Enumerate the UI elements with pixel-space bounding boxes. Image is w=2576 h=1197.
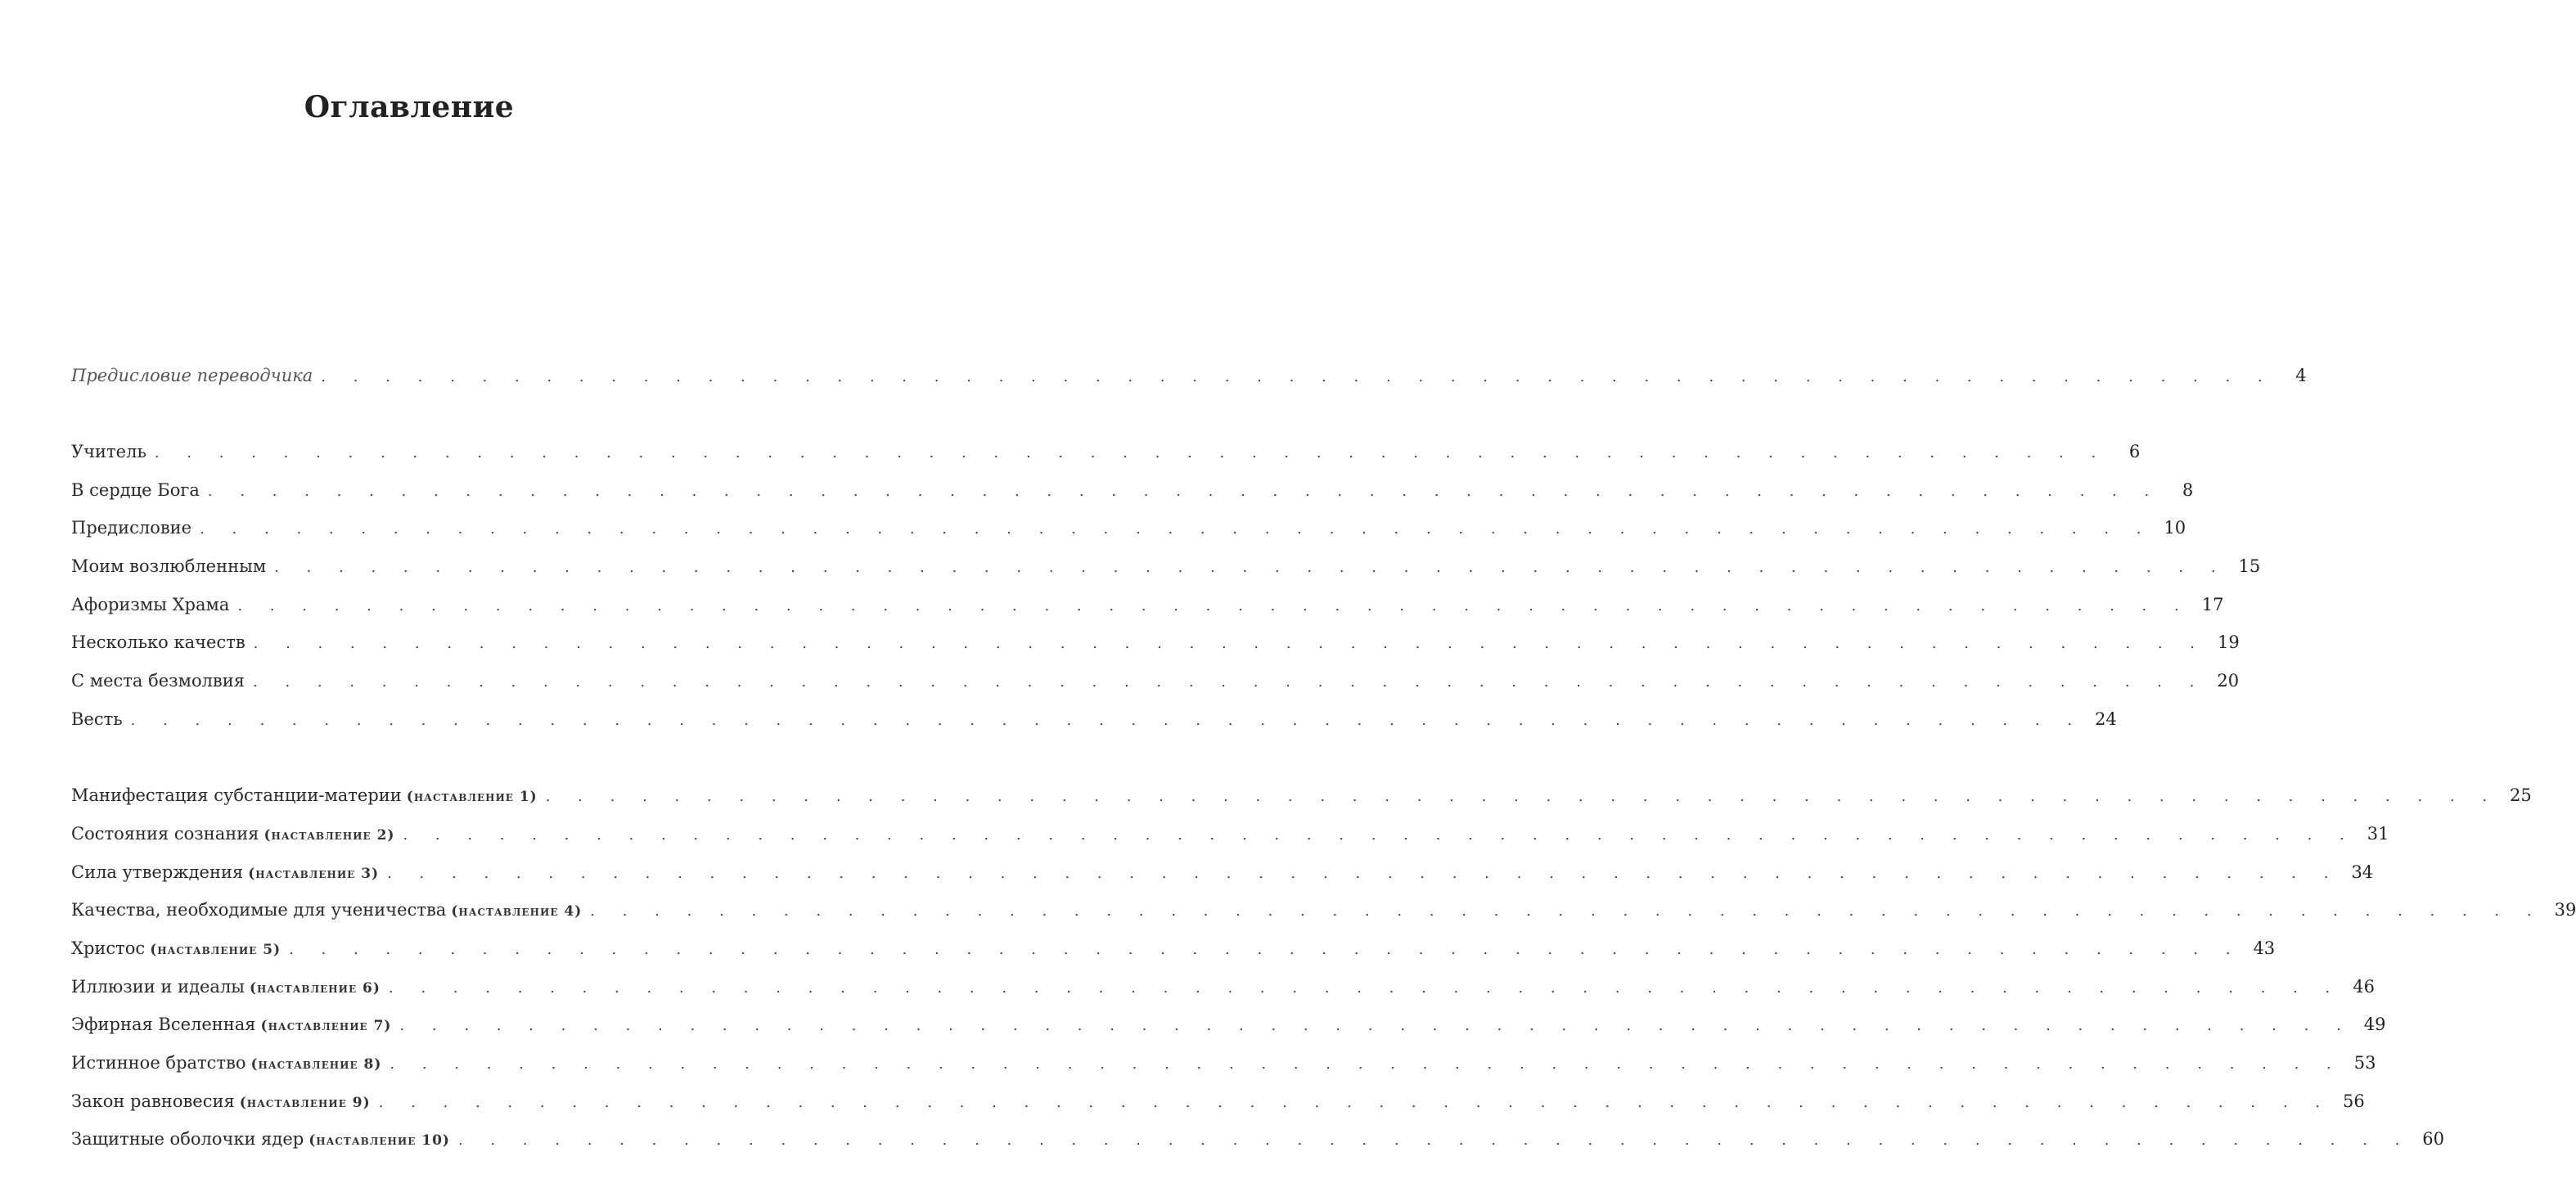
toc-entry-page: 20 [2217,671,2240,691]
toc-entry-label: Манифестация субстанции-материи (наставление 1) [71,785,538,805]
dot-leader: . . . . . . . . . . . . . . . . . . . . . . . . . . . . . . . . . . . . . . . . . . . . . . . . . . . . . . . . . . . . . [590,902,2543,920]
dot-leader: . . . . . . . . . . . . . . . . . . . . . . . . . . . . . . . . . . . . . . . . . . . . . . . . . . . . . . . . . . . . . [403,826,2356,844]
toc-entry-lesson[interactable] [71,1048,2376,1078]
lesson-number: (наставление 10) [308,1132,450,1149]
lesson-number: (наставление 5) [150,942,281,958]
toc-entry-lesson[interactable] [71,819,2389,848]
toc-entry[interactable] [71,704,2117,734]
lesson-number: (наставление 3) [248,866,380,882]
dot-leader: . . . . . . . . . . . . . . . . . . . . . . . . . . . . . . . . . . . . . . . . . . . . . . . . . . . . . . . . . . . . . [154,444,2108,461]
dot-leader: . . . . . . . . . . . . . . . . . . . . . . . . . . . . . . . . . . . . . . . . . . . . . . . . . . . . . . . . . . . . . [130,712,2083,729]
lesson-number: (наставление 4) [451,903,583,920]
page-title: Оглавление [304,90,515,124]
toc-entry-label: Качества, необходимые для ученичества (наставление 4) [71,900,583,920]
toc-entry-label: Иллюзии и идеалы (наставление 6) [71,977,381,997]
toc-entry-page: 31 [2367,824,2389,844]
toc-entry[interactable] [71,551,2261,581]
toc-entry-label: С места безмолвия [71,671,245,691]
toc-entry-label: Афоризмы Храма [71,595,230,614]
toc-entry-page: 19 [2217,632,2240,652]
toc-entry-lesson[interactable] [71,781,2532,810]
lesson-number: (наставление 6) [250,980,381,997]
lesson-number: (наставление 9) [239,1095,371,1111]
dot-leader: . . . . . . . . . . . . . . . . . . . . . . . . . . . . . . . . . . . . . . . . . . . . . . . . . . . . . . . . . . . . . [388,979,2342,997]
toc-entry-page: 6 [2128,442,2141,461]
toc-entry-label: Предисловие переводчика [71,366,313,385]
toc-entry-label: Несколько качеств [71,632,245,652]
toc-entry-page: 43 [2253,938,2276,958]
toc-entry-page: 53 [2353,1053,2376,1073]
lesson-number: (наставление 2) [263,827,395,844]
toc-entry-page: 4 [2295,366,2307,385]
dot-leader: . . . . . . . . . . . . . . . . . . . . . . . . . . . . . . . . . . . . . . . . . . . . . . . . . . . . . . . . . . . . . [399,1017,2353,1034]
toc-entry[interactable] [71,590,2224,619]
toc-entry-label: Защитные оболочки ядер (наставление 10) [71,1129,450,1149]
toc-entry-label: Сила утверждения (наставление 3) [71,862,380,882]
toc-entry-label: Весть [71,709,123,729]
lesson-number: (наставление 8) [250,1056,382,1073]
toc-entry-page: 34 [2351,862,2374,882]
toc-entry[interactable] [71,666,2240,695]
dot-leader: . . . . . . . . . . . . . . . . . . . . . . . . . . . . . . . . . . . . . . . . . . . . . . . . . . . . . . . . . . . . . [390,1055,2343,1073]
lesson-number: (наставление 1) [406,789,538,805]
toc-entry-lesson[interactable] [71,972,2375,1001]
toc-entry-page: 46 [2353,977,2375,997]
dot-leader: . . . . . . . . . . . . . . . . . . . . . . . . . . . . . . . . . . . . . . . . . . . . . . . . . . . . . . . . . . . . . [321,368,2274,385]
toc-entry-label: Истинное братство (наставление 8) [71,1053,382,1073]
toc-entry-lesson[interactable] [71,1124,2445,1154]
toc-entry[interactable] [71,437,2141,466]
dot-leader: . . . . . . . . . . . . . . . . . . . . . . . . . . . . . . . . . . . . . . . . . . . . . . . . . . . . . . . . . . . . . [253,635,2206,652]
dot-leader: . . . . . . . . . . . . . . . . . . . . . . . . . . . . . . . . . . . . . . . . . . . . . . . . . . . . . . . . . . . . . [200,520,2153,538]
toc-entry[interactable] [71,513,2186,542]
dot-leader: . . . . . . . . . . . . . . . . . . . . . . . . . . . . . . . . . . . . . . . . . . . . . . . . . . . . . . . . . . . . . [378,1094,2331,1111]
dot-leader: . . . . . . . . . . . . . . . . . . . . . . . . . . . . . . . . . . . . . . . . . . . . . . . . . . . . . . . . . . . . . [387,865,2340,882]
toc-entry[interactable] [71,475,2194,505]
dot-leader: . . . . . . . . . . . . . . . . . . . . . . . . . . . . . . . . . . . . . . . . . . . . . . . . . . . . . . . . . . . . . [289,941,2242,958]
toc-entry-page: 8 [2182,480,2194,500]
toc-entry-label: Предисловие [71,518,192,538]
dot-leader: . . . . . . . . . . . . . . . . . . . . . . . . . . . . . . . . . . . . . . . . . . . . . . . . . . . . . . . . . . . . . [237,597,2191,614]
toc-entry-translator-preface[interactable] [71,361,2307,390]
toc-entry-label: Эфирная Вселенная (наставление 7) [71,1015,392,1034]
dot-leader: . . . . . . . . . . . . . . . . . . . . . . . . . . . . . . . . . . . . . . . . . . . . . . . . . . . . . . . . . . . . . [207,483,2161,500]
dot-leader: . . . . . . . . . . . . . . . . . . . . . . . . . . . . . . . . . . . . . . . . . . . . . . . . . . . . . . . . . . . . . [457,1132,2412,1149]
toc-entry-lesson[interactable] [71,895,2576,925]
dot-leader: . . . . . . . . . . . . . . . . . . . . . . . . . . . . . . . . . . . . . . . . . . . . . . . . . . . . . . . . . . . . . [253,673,2206,691]
toc-entry-page: 10 [2164,518,2186,538]
toc-entry-label: Учитель [71,442,146,461]
lesson-number: (наставление 7) [260,1018,392,1034]
toc-entry-page: 25 [2510,785,2532,805]
toc-entry-label: Состояния сознания (наставление 2) [71,824,395,844]
toc-entry-page: 60 [2422,1129,2445,1149]
toc-entry-lesson[interactable] [71,1010,2386,1039]
toc-entry-page: 24 [2095,709,2117,729]
dot-leader: . . . . . . . . . . . . . . . . . . . . . . . . . . . . . . . . . . . . . . . . . . . . . . . . . . . . . . . . . . . . . [545,788,2499,805]
toc-entry-page: 49 [2363,1015,2386,1034]
toc-entry-label: В сердце Бога [71,480,200,500]
toc-entry-page: 17 [2201,595,2224,614]
toc-entry-label: Христос (наставление 5) [71,938,281,958]
toc-entry-page: 56 [2342,1091,2365,1111]
dot-leader: . . . . . . . . . . . . . . . . . . . . . . . . . . . . . . . . . . . . . . . . . . . . . . . . . . . . . . . . . . . . . [274,559,2227,576]
toc-entry-label: Моим возлюбленным [71,556,267,576]
toc-entry-page: 15 [2238,556,2261,576]
toc-entry-page: 39 [2554,900,2576,920]
toc-entry-lesson[interactable] [71,1087,2365,1116]
toc-entry-lesson[interactable] [71,934,2276,963]
toc-entry[interactable] [71,628,2240,657]
toc-entry-lesson[interactable] [71,857,2374,887]
toc-entry-label: Закон равновесия (наставление 9) [71,1091,371,1111]
